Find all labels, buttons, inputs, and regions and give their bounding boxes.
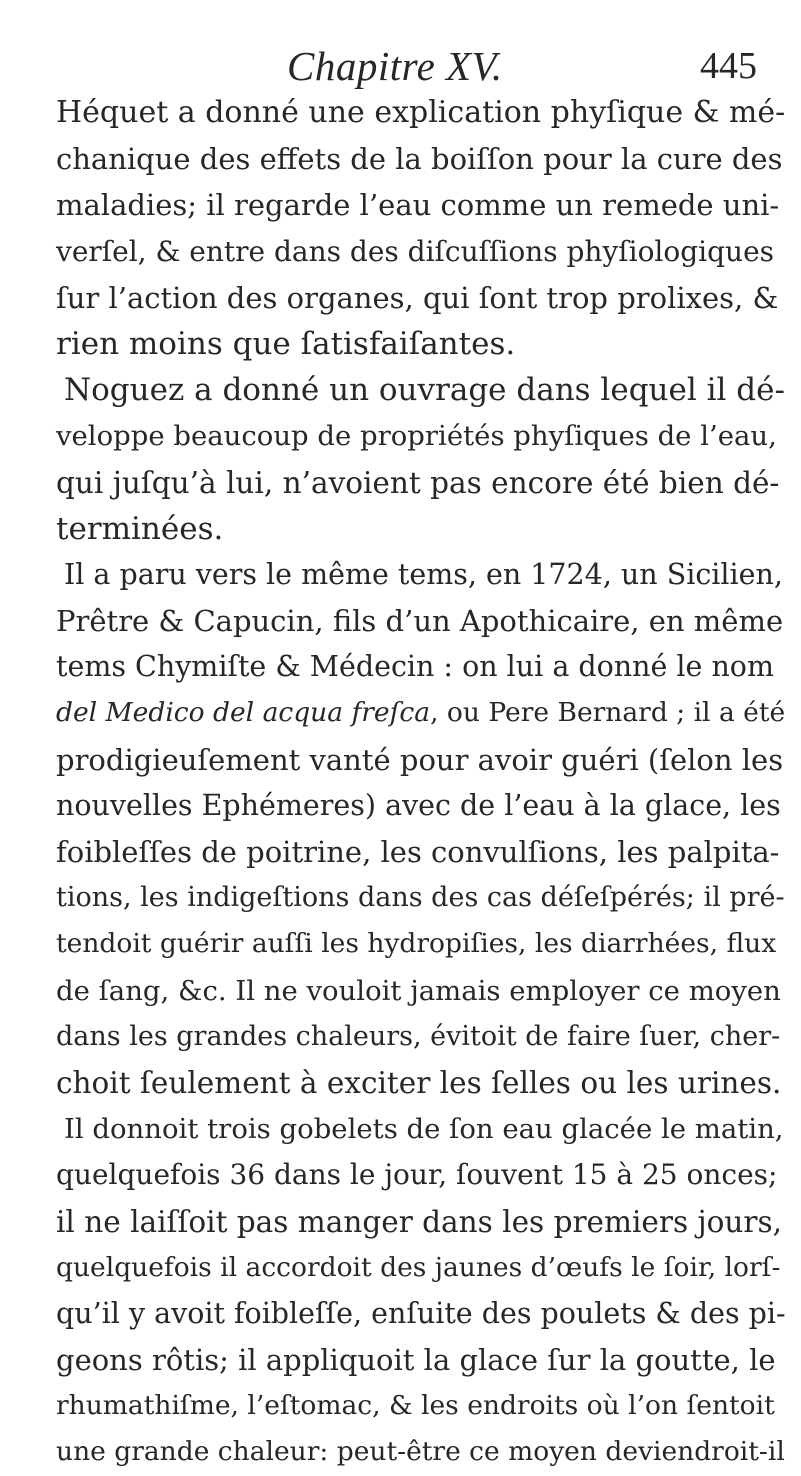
text-line: quelquefois il accordoit des jaunes d’œufs le ſoir, lorſ- [56, 1251, 781, 1283]
text-line: quelquefois 36 dans le jour, ſouvent 15 à 25 onces; [56, 1158, 778, 1192]
text-line: terminées. [56, 510, 224, 547]
text-line: choit ſeulement à exciter les ſelles ou les urines. [56, 1065, 782, 1100]
text-line: veloppe beaucoup de propriétés phyſiques de l’eau, [56, 420, 777, 453]
text-line: foibleſſes de poitrine, les convulſions, les palpita- [56, 835, 780, 869]
text-line: chanique des effets de la boiſſon pour la cure des [56, 142, 783, 177]
italic-title: del Medico del acqua freſca [56, 697, 431, 729]
chapter-title: Chapitre XV. [287, 43, 503, 89]
text-line: qui juſqu’à lui, n’avoient pas encore été bien dé- [56, 465, 780, 500]
text-line: Héquet a donné une explication phyſique & mé- [56, 95, 786, 130]
text-line: maladies; il regarde l’eau comme un remede uni- [56, 188, 780, 223]
text-line: une grande chaleur: peut-être ce moyen deviendroit-il [56, 1436, 785, 1468]
text-line: Prêtre & Capucin, fils d’un Apothicaire, en même [56, 604, 784, 639]
text-line: Il donnoit trois gobelets de ſon eau glacée le matin, [64, 1113, 784, 1146]
text-line: ſur l’action des organes, qui ſont trop prolixes, & [56, 280, 779, 315]
page-number: 445 [700, 45, 757, 87]
running-head [0, 40, 801, 92]
text-line: tendoit guérir auſſi les hydropiſies, les diarrhées, flux [56, 928, 777, 960]
text-line: Noguez a donné un ouvrage dans lequel il dé- [64, 372, 785, 409]
text-line: Il a paru vers le même tems, en 1724, un Sicilien, [64, 557, 783, 591]
text-line: dans les grandes chaleurs, évitoit de faire ſuer, cher- [56, 1020, 781, 1052]
text-line-italic-title [56, 690, 786, 736]
text-line: rhumathiſme, l’eſtomac, & les endroits où l’on ſentoit [56, 1390, 775, 1422]
text-line: rien moins que ſatisfaiſantes. [56, 325, 516, 362]
text-line: prodigieuſement vanté pour avoir guéri (ſelon les [56, 742, 784, 777]
text-line: nouvelles Ephémeres) avec de l’eau à la glace, les [56, 788, 781, 822]
text-line: geons rôtis; il appliquoit la glace ſur la goutte, le [56, 1343, 776, 1378]
text-line: il ne laiſſoit pas manger dans les premiers jours, [56, 1204, 783, 1239]
text-line-rest: , ou Pere Bernard ; il a été [430, 697, 786, 729]
text-line: tems Chymiſte & Médecin : on lui a donné le nom [56, 650, 774, 684]
text-line: tions, les indigeſtions dans des cas déſeſpérés; il pré- [56, 882, 785, 914]
text-line: de ſang, &c. Il ne vouloit jamais employer ce moyen [56, 974, 781, 1007]
text-line: qu’il y avoit foibleſſe, enſuite des poulets & des pi- [56, 1296, 786, 1330]
text-line: verſel, & entre dans des diſcuſſions phyſiologiques [56, 234, 775, 268]
body-text [56, 90, 786, 1476]
